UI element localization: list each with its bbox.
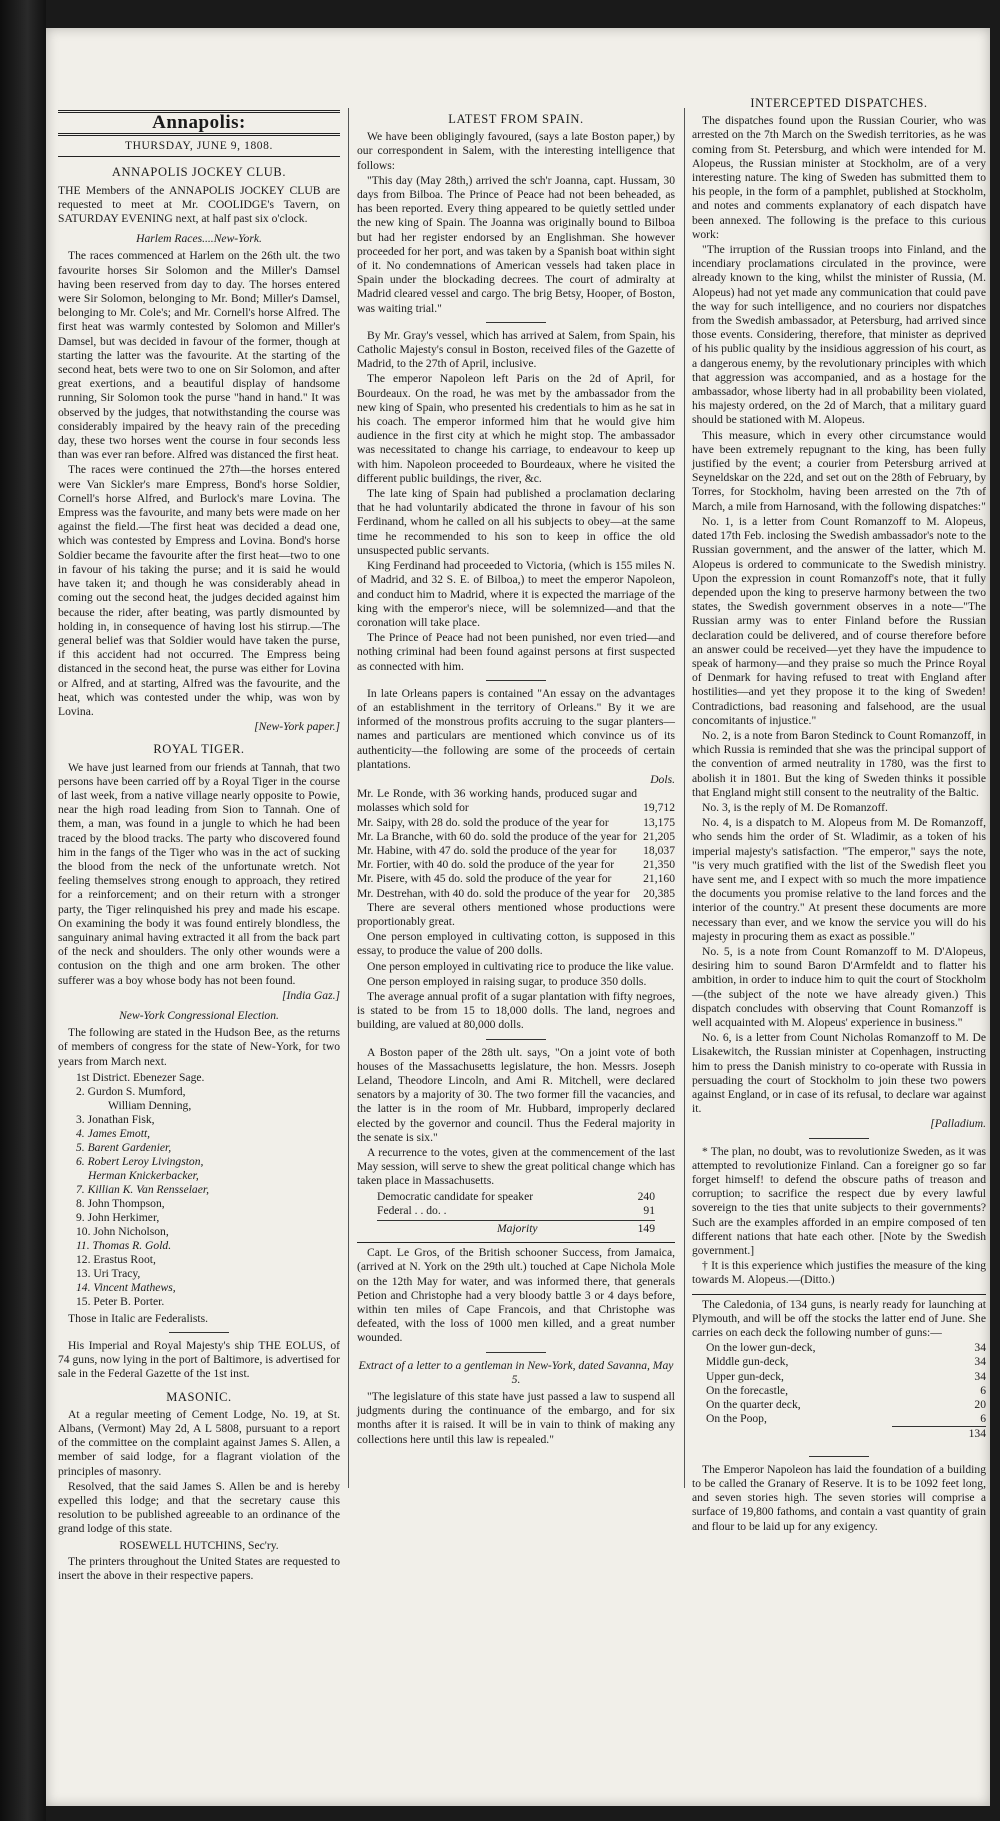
column-1 (58, 28, 340, 1584)
issue-date: THURSDAY, JUNE 9, 1808. (125, 140, 273, 153)
column-2 (357, 28, 675, 1448)
plantation-row (357, 787, 675, 815)
royal-tiger-heading: ROYAL TIGER. (153, 742, 245, 757)
spain-paragraph-6: King Ferdinand had proceeded to Victoria, (which is 155 miles N. of Madrid, and 32 S. E. of Bilboa,) to meet the emperor Napoleon, and conduct him to Madrid, where it is expected the marriage of the king with the emperor's niece, will be solemnized—and that the coronation will take place. (357, 559, 675, 629)
dispatches-paragraph-3: This measure, which in every other circumstance would have been extremely repugnant to the king, has been fully justified by the event; a courier from Petersburg arrived at Seyneldskar on the 22d, and set out on the 28th of February, by Torres, for Stockholm, having been arrested on the 7th of March, a mile from Harnosand, with the following dispatches:" (692, 428, 986, 513)
dispatch-no-2: No. 2, is a note from Baron Stedinck to Count Romanzoff, in which Russia is reminded that she was the principal support of the convention of armed neutrality in 1780, was the first to abolish it in 1801. But the king of Sweden thinks it possible that England might still consent to the neutrality of the Baltic. (692, 728, 986, 799)
member-item: 7. Killian K. Van Rensselaer, (76, 1182, 210, 1196)
granary-paragraph: The Emperor Napoleon has laid the foundation of a building to be called the Granary of Reserve. It is to be 1092 feet long, and seven stories high. The seven stories will comprise a surface of 19,800 fathoms, and contain a vast quantity of grain and flour to be laid up for any exigency. (692, 1462, 986, 1533)
gun-count: 20 (974, 1398, 986, 1412)
member-item: 11. Thomas R. Gold. (76, 1238, 172, 1252)
massachusetts-paragraph-1: A Boston paper of the 28th ult. says, "On a joint vote of both houses of the Massachusetts legislature, the hon. Messrs. Joseph Leland, Theodore Lincoln, and Ami R. Mitchell, were declared senators by a majority of 30. The two former fill the vacancies, and the latter is in the room of Mr. Hubbard, improperly declared elected by the governor and council. Thus the Federal majority in the senate is six." (357, 1045, 675, 1144)
member-item: 13. Uri Tracy, (76, 1266, 141, 1280)
vote-table (377, 1190, 655, 1237)
spain-paragraph-1: We have been obligingly favoured, (says a late Boston paper,) by our correspondent in Salem, with the interesting intelligence that follows: (357, 130, 675, 172)
binding-edge (0, 0, 46, 1821)
sugar-paragraph-1: There are several others mentioned whose productions were proportionably great. (357, 900, 675, 928)
le-gros-paragraph: Capt. Le Gros, of the British schooner Success, from Jamaica, (arrived at N. York on the 29th ult.) touched at Cape Nichola Mole on the 12th May for water, and was informed there, that generals Petion and Christophe had a very bloody battle 3 or 4 days before, within ten miles of Cape Francois, and that Christophe was defeated, with the loss of 1000 men killed, and a great number wounded. (357, 1246, 675, 1345)
gun-row (706, 1355, 986, 1369)
plantation-value: 21,205 (643, 829, 675, 843)
member-item: 14. Vincent Mathews, (76, 1280, 176, 1294)
spain-paragraph-7: The Prince of Peace had not been punished, nor even tried—and nothing criminal had been found against persons at first suspected as connected with him. (357, 631, 675, 673)
member-item: 3. Jonathan Fisk, (76, 1112, 155, 1126)
vote-label: Democratic candidate for speaker (377, 1189, 534, 1203)
plantation-text: Mr. Pisere, with 45 do. sold the produce of the year for (357, 872, 612, 886)
member-item: 1st District. Ebenezer Sage. (76, 1070, 205, 1084)
gun-count: 6 (980, 1383, 986, 1397)
gun-row (706, 1341, 986, 1355)
ship-eolus-notice: His Imperial and Royal Majesty's ship THE EOLUS, of 74 guns, now lying in the port of Baltimore, is advertised for sale in the Federal Gazette of the 1st inst. (58, 1339, 340, 1381)
masthead-rule-bottom (58, 133, 340, 136)
sugar-paragraph-2: One person employed in cultivating cotton, is supposed in this essay, to produce the value of 200 dolls. (357, 930, 675, 958)
member-item: 8. John Thompson, (76, 1196, 165, 1210)
jockey-club-notice: THE Members of the ANNAPOLIS JOCKEY CLUB are requested to meet at Mr. COOLIDGE's Tavern, on SATURDAY EVENING next, at half past six o'clock. (58, 183, 340, 226)
gun-total-row (892, 1426, 986, 1441)
gun-count: 34 (974, 1369, 986, 1383)
gun-row (706, 1412, 986, 1426)
election-note: Those in Italic are Federalists. (68, 1311, 209, 1325)
gun-deck: Middle gun-deck, (706, 1355, 789, 1369)
plantation-value: 18,037 (643, 843, 675, 857)
section-rule (357, 1242, 675, 1243)
gun-row (706, 1384, 986, 1398)
vote-value: 240 (637, 1189, 655, 1203)
vote-row (377, 1204, 655, 1218)
plantation-row (357, 830, 675, 844)
gun-row (706, 1370, 986, 1384)
election-heading: New-York Congressional Election. (119, 1008, 279, 1022)
member-item: Herman Knickerbacker, (88, 1168, 199, 1182)
orleans-paragraph: In late Orleans papers is contained "An essay on the advantages of an establishment in the territory of Orleans." By it we are informed of the monstrous profits accruing to the sugar planters—names and particulars are mentioned which convince us of its authenticity—the following are some of the proceeds of certain plantations. (357, 686, 675, 771)
section-divider (486, 1039, 546, 1040)
gun-total: 134 (968, 1427, 986, 1441)
plantation-value: 20,385 (643, 886, 675, 900)
plantation-row (357, 858, 675, 872)
dispatch-no-4: No. 4, is a dispatch to M. Alopeus from M. De Romanzoff, who sends him the order of St. Wladimir, as a token of his imperial majesty's satisfaction. "The emperor," says the note, "is very much gratified with the list of the Swedish fleet you have sent me, and I expect with so much the more impatience the documents you promise relative to the land forces and the interior of the country." At present these documents are more necessary than ever, and we know the service you will do his majesty in procuring them as exact as possible." (692, 816, 986, 943)
harlem-races-heading: Harlem Races....New-York. (136, 232, 262, 246)
royal-tiger-source: [India Gaz.] (282, 988, 340, 1002)
section-divider (486, 322, 546, 323)
plantation-list (357, 787, 675, 901)
gun-deck: On the Poop, (706, 1412, 767, 1426)
dispatch-no-1: No. 1, is a letter from Count Romanzoff to M. Alopeus, dated 17th Feb. inclosing the Swedish ambassador's note to the Russian government, and the answer of the latter, which M. Alopeus is ordered to communicate to the Swedish ministry. Upon the expression in count Romanzoff's note, that it fully depended upon the king to preserve harmony between the two states, the Swedish government observes in a note—"The Russian army was to enter Finland before the Russian declaration could be delivered, and of course therefore before an answer could be received—yet they have the impudence to speak of harmony—and they praise so much the Prince Royal of Denmark for having refused to treat with England after hostilities—and yet they propose it to the king of Sweden! Contradictions, bad reasoning and falsehood, are the usual concomitants of injustice." (692, 514, 986, 727)
plantation-row (357, 872, 675, 886)
gun-count: 34 (974, 1341, 986, 1355)
member-item: 15. Peter B. Porter. (76, 1294, 165, 1308)
harlem-races-paragraph-1: The races commenced at Harlem on the 26th ult. the two favourite horses Sir Solomon and the Miller's Damsel having been reserved from day to day. The horses entered were Sir Solomon, belonging to Mr. Bond; Miller's Damsel, belonging to Mr. Cole's; and Mr. Cornell's horse Alfred. The first heat was warmly contested by Solomon and Miller's Damsel, but was decided in favour of the former, though at starting the latter was the favourite. At the starting of the second heat, bets were two to one on Sir Solomon, and after great exertions, and a beautiful display of handsome running, Sir Solomon took the purse "hand in hand." It was observed by the judges, that notwithstanding the course was considerably impaired by the heavy rain of the preceding day, these two horses went the course in four seconds less than was ever ran before. Alfred was distanced the first heat. (58, 249, 340, 462)
caledonia-paragraph: The Caledonia, of 134 guns, is nearly ready for launching at Plymouth, and will be off the stocks the latter end of June. She carries on each deck the following number of guns:— (692, 1297, 986, 1340)
masthead-title: Annapolis: (152, 112, 246, 133)
gun-row (706, 1398, 986, 1412)
plantation-value: 13,175 (643, 815, 675, 829)
member-item: 12. Erastus Root, (76, 1252, 156, 1266)
member-item: 6. Robert Leroy Livingston, (76, 1154, 204, 1168)
royal-tiger-paragraph: We have just learned from our friends at Tannah, that two persons have been carried off by a Royal Tiger in the course of last week, from a native village nearly opposite to Powie, near the high road leading from Sion to Tannah. One of them, a man, was found in a jungle to which he had been traced by the blood tracks. The party who discovered found him in the fangs of the Tiger who was in the act of sucking the blood from the neck of the unfortunate wretch. Not feeling themselves strong enough to approach, they retired for a reinforcement; and on their return with a stronger party, the Tiger relinquished his prey and made his escape. On examining the body it was found entirely blondless, the sanguinary animal having extracted it all from the back part of the neck and shoulders. The only other wounds were a contusion on the thigh and one arm broken. The other sufferer was a boy whose body has not been found. (58, 760, 340, 987)
column-rule-2 (684, 108, 685, 1488)
jockey-club-heading: ANNAPOLIS JOCKEY CLUB. (111, 165, 287, 180)
plantation-value: 21,350 (643, 858, 675, 872)
member-item: 2. Gurdon S. Mumford, (76, 1084, 186, 1098)
section-divider (169, 1332, 229, 1333)
sugar-paragraph-5: The average annual profit of a sugar plantation with fifty negroes, is stated to be from 15 to 18,000 dolls. The land, negroes and building, are valued at 80,000 dolls. (357, 989, 675, 1032)
extract-paragraph: "The legislature of this state have just passed a law to suspend all judgments during the continuance of the embargo, and for six months after it is raised. It will be in vain to think of making any collections here until this law is repealed." (357, 1390, 675, 1446)
congress-members-list (76, 1071, 340, 1309)
spain-heading: LATEST FROM SPAIN. (448, 112, 584, 126)
gun-deck: On the quarter deck, (706, 1398, 801, 1412)
gun-count: 34 (974, 1355, 986, 1369)
gun-count: 6 (980, 1412, 986, 1426)
massachusetts-paragraph-2: A recurrence to the votes, given at the commencement of the last May session, will serve to shew the great political change which has taken place in Massachusetts. (357, 1146, 675, 1188)
harlem-races-paragraph-2: The races were continued the 27th—the horses entered were Van Sickler's mare Empress, Bond's horse Soldier, Cornell's horse Alfred, and Burlock's mare Lovina. The Empress was the favourite, and many bets were made on her against the field.—The first heat was decided a dead one, which was contested by Empress and Lovina. Bond's horse Soldier became the favourite after the first heat—two to one in favour of his taking the purse; and it is said he would have taken it; and though he was considerably ahead in coming out the second heat, the judges decided against him because the rider, after beating, was partly dismounted by holding in, in consequence of having lost his stirrup.—The general belief was that Soldier would have taken the purse, if this accident had not occurred. The Empress being distanced in the second heat, the purse was either for Lovina or Alfred, and at starting, Alfred was the favourite, and the heat, which was contested under the whip, was won by Lovina. (58, 463, 340, 718)
member-item: 9. John Herkimer, (76, 1210, 160, 1224)
section-divider (486, 1352, 546, 1353)
masonic-signature: ROSEWELL HUTCHINS, Sec'ry. (119, 1538, 279, 1552)
plantation-text: Mr. La Branche, with 60 do. sold the produce of the year for (357, 829, 637, 843)
extract-heading: Extract of a letter to a gentleman in New-York, dated Savanna, May 5. (358, 1358, 674, 1386)
section-divider (809, 1456, 869, 1457)
sugar-paragraph-4: One person employed in raising sugar, to produce 350 dolls. (367, 974, 647, 988)
plantation-value: 19,712 (643, 801, 675, 815)
dispatches-source: [Palladium. (930, 1117, 986, 1131)
newspaper-page (46, 28, 990, 1806)
majority-value: 149 (637, 1222, 655, 1236)
sugar-paragraph-3: One person employed in cultivating rice to produce the like value. (367, 959, 674, 973)
spain-paragraph-5: The late king of Spain had published a proclamation declaring that he had voluntarily abdicated the throne in favour of his son Ferdinand, whom he called on all his subjects to obey—at the same time he recommended to his son to keep in office the old unsuspected public servants. (357, 487, 675, 557)
guns-table (692, 1341, 986, 1441)
member-item: William Denning, (108, 1098, 192, 1112)
gun-deck: On the forecastle, (706, 1383, 789, 1397)
spain-paragraph-2: "This day (May 28th,) arrived the sch'r Joanna, capt. Hussam, 30 days from Bilboa. The Prince of Peace had not been beheaded, as has been reported. Every thing appeared to be quietly settled under the new king of Spain. The Joanna was originally bound to Bilboa but had her register endorsed by an Englishman. She however proceeded for her port, and was taken by a Spanish boat within sight of it. No condemnations of American vessels had taken place in Spain under the blockading decrees. The court of admiralty at Madrid cleared vessel and cargo. The brig Betsy, Hooper, of Boston, was waiting trial." (357, 173, 675, 315)
column-rule-1 (348, 108, 349, 1488)
vote-label: Federal . . do. . (377, 1203, 447, 1217)
dispatch-no-5: No. 5, is a note from Count Romanzoff to M. D'Alopeus, desiring him to sound Baron D'Armfeldt and to flatter his ambition, in order to induce him to quit the court of Stockholm—(the subject of the note we have already given.) This dispatch concludes with observing that Count Romanzoff is well acquainted with M. Alopeus' experience in business." (692, 944, 986, 1029)
gun-deck: Upper gun-deck, (706, 1369, 784, 1383)
vote-row (377, 1190, 655, 1204)
dispatches-footnote-1: * The plan, no doubt, was to revolutionize Sweden, as it was attempted to revolutionize Finland. Can a foreigner go so far forget himself! to defend the obscure paths of treason and corruption; to sacrifice the respect due by every lawful sovereign to the ties that unite subjects to their governments? Such are the examples afforded in an empire composed of ten different nations that hate each other. [Note by the Swedish government.] (692, 1144, 986, 1258)
plantation-text: Mr. Fortier, with 40 do. sold the produce of the year for (357, 858, 615, 872)
plantation-text: Mr. Destrehan, with 40 do. sold the produce of the year for (357, 886, 631, 900)
plantation-row (357, 844, 675, 858)
majority-label: Majority (497, 1222, 538, 1236)
plantation-value: 21,160 (643, 872, 675, 886)
gun-deck: On the lower gun-deck, (706, 1341, 816, 1355)
member-item: 5. Barent Gardenier, (76, 1140, 172, 1154)
dispatches-paragraph-1: The dispatches found upon the Russian Courier, who was arrested on the 7th March on the Swedish territories, as he was coming from St. Petersburg, and which were intended for M. Alopeus, the Russian minister at Stockholm, are of a very interesting nature. The king of Sweden has submitted them to his people, in the form of a pamphlet, published at Stockholm, and notes and comments explanatory of each dispatch have been annexed. The following is the preface to this curious work: (692, 114, 986, 241)
harlem-races-source: [New-York paper.] (254, 720, 340, 734)
dispatches-footnote-2: † It is this experience which justifies the measure of the king towards M. Alopeus.—(Ditto.) (692, 1259, 986, 1287)
member-item: 10. John Nicholson, (76, 1224, 169, 1238)
member-item: 4. James Emott, (76, 1126, 151, 1140)
dispatch-no-3: No. 3, is the reply of M. De Romanzoff. (702, 800, 888, 814)
plantation-text: Mr. Le Ronde, with 36 working hands, produced sugar and molasses which sold for (357, 787, 638, 815)
dispatches-paragraph-2: "The irruption of the Russian troops into Finland, and the incendiary proclamations circulated in the province, were already known to the king, whilst the minister of Russia, (M. Alopeus) had not yet made any communication that could pave the way for such intelligence, and no couriers nor dispatches from the Swedish ambassador, at Petersburg, had arrived since those events. Considering, therefore, that minister as deprived of his public quality by the insidious aggression of his court, as a dangerous enemy, by the revolutionary principles with which that aggression was accompanied, and as a hostage for the ambassador, whose liberty had in all probability been violated, his majesty ordered, on the 2d of March, that a military guard should be stationed with M. Alopeus. (692, 243, 986, 427)
date-rule (58, 156, 340, 157)
masonic-heading: MASONIC. (166, 1389, 232, 1404)
plantation-row (357, 887, 675, 901)
column-3 (692, 28, 986, 1535)
section-divider (486, 680, 546, 681)
section-divider (809, 1138, 869, 1139)
masonic-paragraph-1: At a regular meeting of Cement Lodge, No. 19, at St. Albans, (Vermont) May 2d, A L 5808, pursuant to a report of the committee on the complaint against James S. Allen, a member of said lodge, for a flagrant violation of the principles of masonry. (58, 1407, 340, 1478)
dispatch-no-6: No. 6, is a letter from Count Nicholas Romanzoff to M. De Lisakewitch, the Russian minister at Copenhagen, instructing him to press the Danish ministry to co-operate with Russia in persuading the court of Stockholm to join these two powers against England, or in case of its refusal, to declare war against it. (692, 1031, 986, 1116)
plantation-text: Mr. Habine, with 47 do. sold the produce of the year for (357, 843, 617, 857)
masonic-paragraph-2: Resolved, that the said James S. Allen be and is hereby expelled this lodge; and that the secretary cause this resolution to be published agreeable to an ordinance of the grand lodge of this state. (58, 1479, 340, 1536)
spain-paragraph-4: The emperor Napoleon left Paris on the 2d of April, for Bourdeaux. On the road, he was met by the ambassador from the new king of Spain, who presented his credentials to him as he sat in his coach. The emperor informed him that he would give him audience in the first city at which he might stop. The ambassador was necessitated to change his carriage, to endeavour to keep up with him. Napoleon proceeded to Bourdeaux, where he visited the different public buildings, the river, &c. (357, 372, 675, 485)
spain-paragraph-3: By Mr. Gray's vessel, which has arrived at Salem, from Spain, his Catholic Majesty's consul in Boston, received files of the Gazette of Madrid, to the 27th of April, inclusive. (357, 328, 675, 371)
plantation-text: Mr. Saipy, with 28 do. sold the produce of the year for (357, 815, 609, 829)
election-intro: The following are stated in the Hudson Bee, as the returns of members of congress for the state of New-York, for two years from March next. (58, 1026, 340, 1068)
plantation-row (357, 816, 675, 830)
vote-value: 91 (643, 1203, 655, 1217)
section-rule (692, 1294, 986, 1295)
dispatches-heading: INTERCEPTED DISPATCHES. (750, 96, 928, 110)
dols-label: Dols. (650, 772, 675, 786)
majority-row (377, 1220, 655, 1236)
masonic-printers-request: The printers throughout the United States are requested to insert the above in their respective papers. (58, 1554, 340, 1583)
